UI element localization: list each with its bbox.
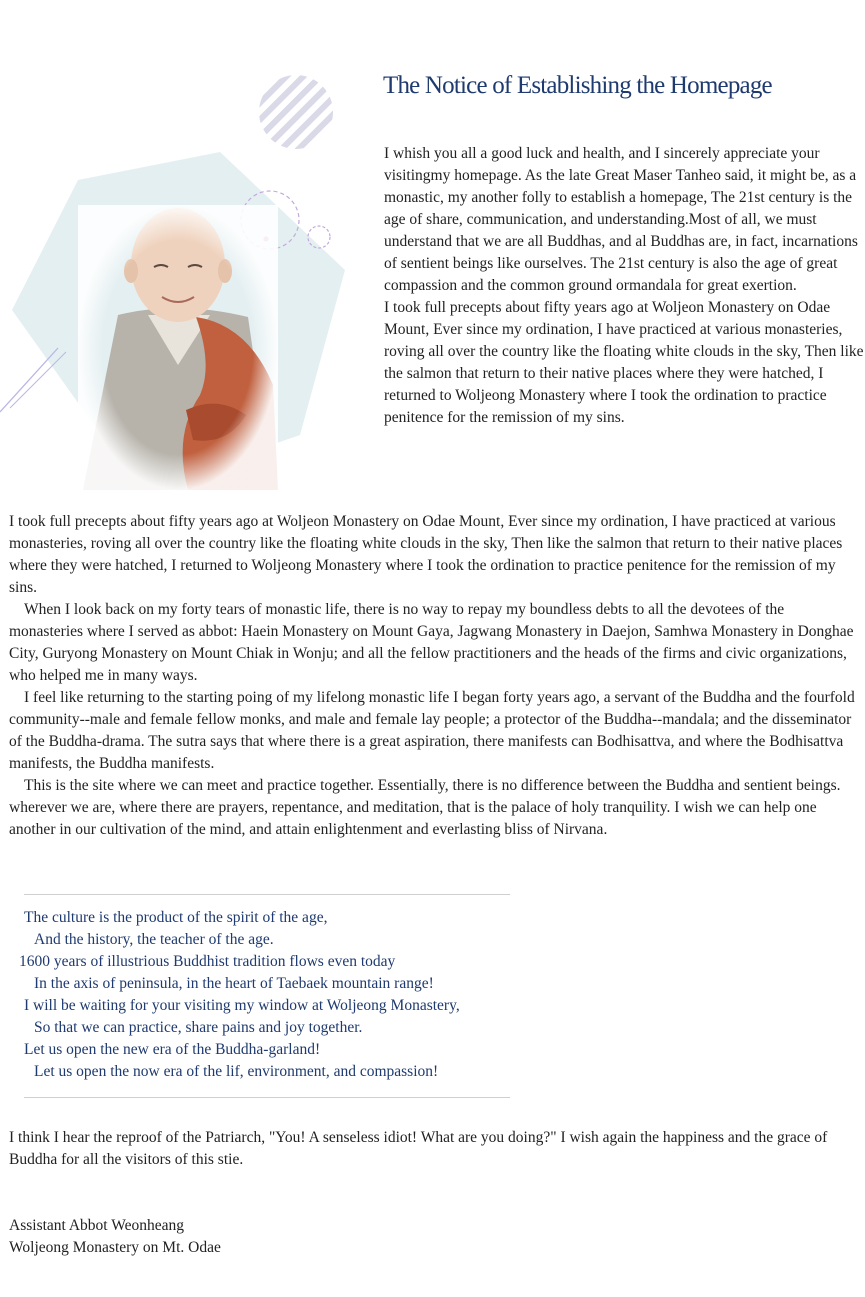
poem-line: 1600 years of illustrious Buddhist tradition flows even today <box>19 953 396 970</box>
page-title: The Notice of Establishing the Homepage <box>383 72 772 99</box>
monk-portrait <box>78 205 278 490</box>
poem-line: So that we can practice, share pains and joy together. <box>34 1019 363 1036</box>
poem-line: The culture is the product of the spirit of the age, <box>24 909 328 926</box>
closing-paragraph: I think I hear the reproof of the Patriarch, "You! A senseless idiot! What are you doing?" I wish again the happiness and the grace of Buddha for all the visitors of this stie. <box>9 1129 828 1168</box>
body-paragraph: I took full precepts about fifty years ago at Woljeon Monastery on Odae Mount, Ever since my ordination, I have practiced at various monasteries, roving all over the country like the floating white clouds in the sky, Then like the salmon that return to their native places where they were hatched, I returned to Woljeong Monastery where I took the ordination to practice penitence for the remission of my sins. <box>9 513 843 596</box>
signature-place: Woljeong Monastery on Mt. Odae <box>9 1239 221 1256</box>
poem-line: Let us open the now era of the lif, environment, and compassion! <box>34 1063 439 1080</box>
poem-line: I will be waiting for your visiting my window at Woljeong Monastery, <box>24 997 460 1014</box>
poem-line: In the axis of peninsula, in the heart of Taebaek mountain range! <box>34 975 434 992</box>
intro-paragraph: I took full precepts about fifty years ago at Woljeon Monastery on Odae Mount, Ever since my ordination, I have practiced at various monasteries, roving all over the country like the floating white clouds in the sky, Then like the salmon that return to their native places where they were hatched, I returned to Woljeong Monastery where I took the ordination to practice penitence for the remission of my sins. <box>384 299 864 426</box>
poem-divider-top <box>24 894 510 895</box>
striped-circle <box>259 75 333 149</box>
dashed-circle-small <box>308 226 330 248</box>
signature <box>9 1215 221 1259</box>
poem-line: Let us open the new era of the Buddha-garland! <box>24 1041 321 1058</box>
body-paragraph: I feel like returning to the starting poing of my lifelong monastic life I began forty years ago, a servant of the Buddha and the fourfold community--male and female fellow monks, and male and female lay people; a protector of the Buddha--mandala; and the disseminator of the Buddha-drama. The sutra says that where there is a great aspiration, there manifests can Bodhisattva, and where the Bodhisattva manifests, the Buddha manifests. <box>9 689 855 772</box>
body-text <box>9 511 859 841</box>
signature-name: Assistant Abbot Weonheang <box>9 1217 184 1234</box>
intro-text <box>384 143 864 429</box>
body-paragraph: This is the site where we can meet and practice together. Essentially, there is no difference between the Buddha and sentient beings. wherever we are, where there are prayers, repentance, and meditation, that is the palace of holy tranquility. I wish we can help one another in our cultivation of the mind, and attain enlightenment and everlasting bliss of Nirvana. <box>9 777 841 838</box>
poem-divider-bottom <box>24 1097 510 1098</box>
accent-line-1 <box>0 348 58 412</box>
closing-text <box>9 1127 859 1171</box>
portrait-fade <box>78 205 278 490</box>
intro-paragraph: I whish you all a good luck and health, and I sincerely appreciate your visitingmy homepage. As the late Great Maser Tanheo said, it might be, as a monastic, my another folly to establish a homepage, The 21st century is the age of share, communication, and understanding.Most of all, we must understand that we are all Buddhas, and al Buddhas are, in fact, incarnations of sentient beings like ourselves. The 21st century is also the age of great compassion and the common ground ormandala for great exertion. <box>384 145 858 294</box>
accent-line-2 <box>10 352 66 408</box>
poem-block <box>19 907 544 1083</box>
poem-line: And the history, the teacher of the age. <box>34 931 274 948</box>
body-paragraph: When I look back on my forty tears of monastic life, there is no way to repay my boundless debts to all the devotees of the monasteries where I served as abbot: Haein Monastery on Mount Gaya, Jagwang Monastery in Daejon, Samhwa Monastery in Donghae City, Guryong Monastery on Mount Chiak in Wonju; and all the fellow practitioners and the heads of the firms and civic organizations, who helped me in many ways. <box>9 601 854 684</box>
